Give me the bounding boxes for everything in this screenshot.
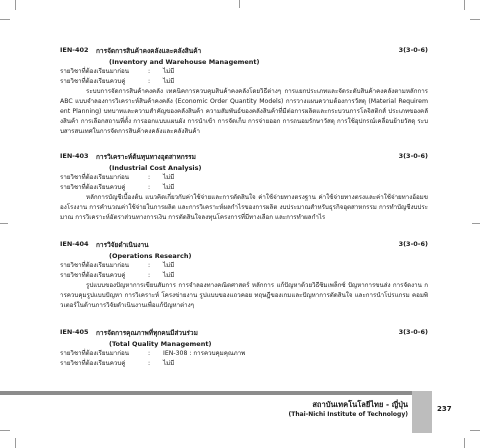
prerequisite-row: [60, 261, 428, 271]
course-header: [60, 328, 428, 339]
course-title-english: (Total Quality Management): [109, 340, 212, 348]
corequisite-value: ไม่มี: [163, 77, 175, 85]
course-ien-405: [60, 328, 428, 368]
corequisite-value: ไม่มี: [163, 183, 175, 191]
prerequisite-value: ไม่มี: [163, 262, 175, 269]
corequisite-row: [60, 359, 428, 369]
course-header: [60, 240, 428, 251]
colon: :: [148, 359, 151, 367]
corequisite-label: รายวิชาที่ต้องเรียนควบคู่: [60, 271, 126, 279]
course-description: รูปแบบของปัญหาการเขียนสัมการ การจำลองทางคณิตศาสตร์ หลักการ แก้ปัญหาด้วยวิธีซิมเพล็กซ์ ปัญหาการขนส่ง การจัดงาน การควบคุมรูปแบบปัญหา การวิเคราะห์ โครงข่ายงาน รูปแบบของแถวคอย ทฤษฎีของเกมและปัญหาการตัดสินใจ และการนำโปรแกรม คอมพิวเตอร์ในด้านการวิจัยดำเนินงานเพื่อแก้ปัญหาต่างๆ: [60, 282, 428, 309]
course-description: ระบบการจัดการสินค้าคงคลัง เทคนิคการควบคุมสินค้าคงคลังโดยวิธีต่างๆ การแยกประเภทและจัดระดับสินค้าคงคลังตามหลักการ ABC แบบจำลองการวิเคราะห์สินค้าคงคลัง (Economic Order Quantity Models) การวางแผนความต้องการวัสดุ (Material Requirement Planning) บทบาทและความสำคัญของคลังสินค้า ความสัมพันธ์ของคลังสินค้าที่มีต่อการผลิตและกระบวนการโลจิสติกส์ ประเภทของคลังสินค้า การเลือกสถานที่ตั้ง การออกแบบแผนผัง การนำเข้า การจัดเก็บ การจ่ายออก การถนอมรักษาวัสดุ การใช้อุปกรณ์เคลื่อนย้ายวัสดุ ระบบสารสนเทศในการจัดการสินค้าคงคลังและคลังสินค้า: [60, 88, 428, 135]
corequisite-row: [60, 271, 428, 281]
course-title-thai: การจัดการสินค้าคงคลังและคลังสินค้า: [96, 47, 202, 55]
course-credits: 3(3-0-6): [398, 46, 428, 54]
course-ien-404: [60, 240, 428, 311]
crop-mark-left-center: [0, 223, 8, 224]
crop-mark-right-center: [472, 223, 480, 224]
prerequisite-row: [60, 349, 428, 359]
prerequisite-label: รายวิชาที่ต้องเรียนมาก่อน: [60, 174, 129, 181]
course-credits: 3(3-0-6): [398, 152, 428, 160]
course-code: IEN-405: [60, 328, 89, 336]
crop-mark-top-left-h: [0, 19, 10, 20]
course-title-english: (Operations Research): [109, 252, 192, 260]
colon: :: [148, 174, 151, 181]
course-title-thai: การจัดการคุณภาพที่ทุกคนมีส่วนร่วม: [96, 329, 198, 337]
page-footer: [0, 391, 480, 433]
prerequisite-value: ไม่มี: [163, 68, 175, 75]
institute-name-thai: สถาบันเทคโนโลยีไทย - ญี่ปุ่น: [312, 400, 408, 409]
crop-mark-top-left: [15, 0, 16, 10]
prerequisite-row: [60, 67, 428, 77]
corequisite-label: รายวิชาที่ต้องเรียนควบคู่: [60, 183, 126, 191]
colon: :: [148, 68, 151, 75]
page-number: 237: [437, 405, 452, 413]
course-title-english: (Industrial Cost Analysis): [109, 164, 202, 172]
course-header: [60, 46, 428, 57]
corequisite-label: รายวิชาที่ต้องเรียนควบคู่: [60, 77, 126, 85]
colon: :: [148, 271, 151, 279]
crop-mark-top-center: [239, 0, 240, 8]
corequisite-row: [60, 183, 428, 193]
course-description: หลักการบัญชีเบื้องต้น แนวคิดเกี่ยวกับค่าใช้จ่ายและการตัดสินใจ ค่าใช้จ่ายทางตรงฐาน ค่าใช้จ่ายทางตรงและค่าใช้จ่ายทางอ้อมของโรงงาน การคำนวณค่าใช้จ่ายในการผลิต และการวิเคราะห์ผลกำไรของการผลิต งบประมาณสำหรับธุรกิจอุตสาหกรรม การทำบัญชีงบประมาณ การวิเคราะห์อัตราส่วนทางการเงิน การตัดสินใจลงทุนโครงการที่มีทางเลือก และการทำผลกำไร: [60, 194, 428, 221]
crop-mark-bottom-right: [464, 438, 465, 448]
prerequisite-value: IEN-308 : การควบคุมคุณภาพ: [163, 350, 246, 357]
course-title-english: (Inventory and Warehouse Management): [109, 58, 260, 66]
colon: :: [148, 262, 151, 269]
colon: :: [148, 350, 151, 357]
prerequisite-value: ไม่มี: [163, 174, 175, 181]
course-ien-403: [60, 152, 428, 223]
prerequisite-row: [60, 173, 428, 183]
course-header: [60, 152, 428, 163]
corequisite-row: [60, 77, 428, 87]
prerequisite-label: รายวิชาที่ต้องเรียนมาก่อน: [60, 68, 129, 75]
page-number-tab: [412, 391, 432, 433]
course-title-thai: การวิจัยดำเนินงาน: [96, 241, 149, 249]
crop-mark-bottom-left: [15, 438, 16, 448]
footer-rule: [0, 391, 432, 395]
corequisite-value: ไม่มี: [163, 359, 175, 367]
colon: :: [148, 77, 151, 85]
course-ien-402: [60, 46, 428, 137]
crop-mark-top-right-h: [470, 19, 480, 20]
course-credits: 3(3-0-6): [398, 240, 428, 248]
course-code: IEN-404: [60, 240, 89, 248]
colon: :: [148, 183, 151, 191]
corequisite-value: ไม่มี: [163, 271, 175, 279]
institute-name-english: (Thai-Nichi Institute of Technology): [288, 411, 408, 418]
prerequisite-label: รายวิชาที่ต้องเรียนมาก่อน: [60, 350, 129, 357]
course-code: IEN-403: [60, 152, 89, 160]
course-code: IEN-402: [60, 46, 89, 54]
corequisite-label: รายวิชาที่ต้องเรียนควบคู่: [60, 359, 126, 367]
crop-mark-top-right: [464, 0, 465, 10]
course-credits: 3(3-0-6): [398, 328, 428, 336]
prerequisite-label: รายวิชาที่ต้องเรียนมาก่อน: [60, 262, 129, 269]
course-title-thai: การวิเคราะห์ต้นทุนทางอุตสาหกรรม: [96, 153, 196, 161]
